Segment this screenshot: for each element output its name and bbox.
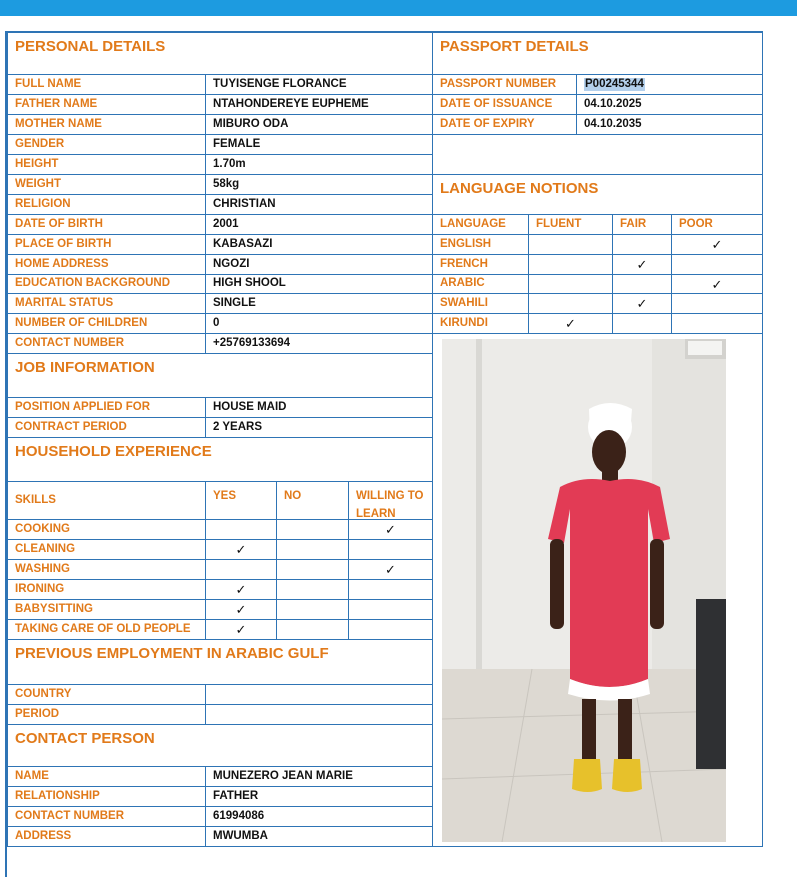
english-fluent [528,234,613,255]
date-of-expiry-label: DATE OF EXPIRY [432,114,577,135]
country-label: COUNTRY [7,684,206,705]
kirundi-poor [671,313,763,334]
relationship-label: RELATIONSHIP [7,786,206,807]
no-header: NO [276,481,349,520]
language-arabic: ARABIC [432,274,529,294]
skills-header: SKILLS [7,481,206,520]
babysitting-no [276,599,349,620]
date-of-expiry-value: 04.10.2035 [576,114,763,135]
old-people-no [276,619,349,640]
fluent-header: FLUENT [528,214,613,235]
place-of-birth-value: KABASAZI [205,234,433,255]
cleaning-no [276,539,349,560]
mother-name-label: MOTHER NAME [7,114,206,135]
personal-details-heading: PERSONAL DETAILS [7,32,433,75]
position-value: HOUSE MAID [205,397,433,418]
country-value [205,684,433,705]
contact-name-value: MUNEZERO JEAN MARIE [205,766,433,787]
contact-number-label: CONTACT NUMBER [7,333,206,354]
mother-name-value: MIBURO ODA [205,114,433,135]
marital-status-value: SINGLE [205,293,433,314]
passport-details-heading: PASSPORT DETAILS [432,32,763,75]
gender-value: FEMALE [205,134,433,155]
washing-willing: ✓ [348,559,433,580]
skill-washing: WASHING [7,559,206,580]
date-of-birth-label: DATE OF BIRTH [7,214,206,235]
place-of-birth-label: PLACE OF BIRTH [7,234,206,255]
arabic-poor: ✓ [671,274,763,294]
contact-address-label: ADDRESS [7,826,206,847]
top-accent-bar [0,0,797,16]
language-english: ENGLISH [432,234,529,255]
kirundi-fair [612,313,672,334]
position-label: POSITION APPLIED FOR [7,397,206,418]
children-value: 0 [205,313,433,334]
contract-period-label: CONTRACT PERIOD [7,417,206,438]
passport-spacer [432,134,763,175]
weight-value: 58kg [205,174,433,195]
skill-old-people-care: TAKING CARE OF OLD PEOPLE [7,619,206,640]
cleaning-yes: ✓ [205,539,277,560]
cooking-yes [205,519,277,540]
cleaning-willing [348,539,433,560]
contact-address-value: MWUMBA [205,826,433,847]
passport-number-value [576,74,763,95]
ironing-no [276,579,349,600]
yes-header: YES [205,481,277,520]
weight-label: WEIGHT [7,174,206,195]
fair-header: FAIR [612,214,672,235]
swahili-poor [671,293,763,314]
language-notions-heading: LANGUAGE NOTIONS [432,174,763,215]
language-header: LANGUAGE [432,214,529,235]
cooking-no [276,519,349,540]
arabic-fair [612,274,672,294]
candidate-photo [442,339,726,842]
date-of-issuance-label: DATE OF ISSUANCE [432,94,577,115]
full-name-label: FULL NAME [7,74,206,95]
skill-babysitting: BABYSITTING [7,599,206,620]
religion-label: RELIGION [7,194,206,215]
height-value: 1.70m [205,154,433,175]
home-address-value: NGOZI [205,254,433,275]
skill-cooking: COOKING [7,519,206,540]
french-poor [671,254,763,275]
contract-period-value: 2 YEARS [205,417,433,438]
english-poor: ✓ [671,234,763,255]
contact-number-value: +25769133694 [205,333,433,354]
height-label: HEIGHT [7,154,206,175]
job-information-heading: JOB INFORMATION [7,353,433,398]
kirundi-fluent: ✓ [528,313,613,334]
ironing-willing [348,579,433,600]
previous-employment-heading: PREVIOUS EMPLOYMENT IN ARABIC GULF [7,639,433,685]
french-fair: ✓ [612,254,672,275]
education-value: HIGH SHOOL [205,274,433,294]
passport-number-highlight: P00245344 [585,77,644,90]
old-people-yes: ✓ [205,619,277,640]
washing-yes [205,559,277,580]
language-kirundi: KIRUNDI [432,313,529,334]
language-french: FRENCH [432,254,529,275]
willing-to-learn-header: WILLING TO LEARN [348,481,433,520]
home-address-label: HOME ADDRESS [7,254,206,275]
father-name-value: NTAHONDEREYE EUPHEME [205,94,433,115]
skill-cleaning: CLEANING [7,539,206,560]
date-of-birth-value: 2001 [205,214,433,235]
religion-value: CHRISTIAN [205,194,433,215]
period-value [205,704,433,725]
children-label: NUMBER OF CHILDREN [7,313,206,334]
full-name-value: TUYISENGE FLORANCE [205,74,433,95]
language-swahili: SWAHILI [432,293,529,314]
household-experience-heading: HOUSEHOLD EXPERIENCE [7,437,433,482]
contact-person-heading: CONTACT PERSON [7,724,433,767]
gender-label: GENDER [7,134,206,155]
contact-name-label: NAME [7,766,206,787]
ironing-yes: ✓ [205,579,277,600]
babysitting-willing [348,599,433,620]
marital-status-label: MARITAL STATUS [7,293,206,314]
french-fluent [528,254,613,275]
skill-ironing: IRONING [7,579,206,600]
washing-no [276,559,349,580]
poor-header: POOR [671,214,763,235]
date-of-issuance-value: 04.10.2025 [576,94,763,115]
passport-number-label: PASSPORT NUMBER [432,74,577,95]
arabic-fluent [528,274,613,294]
contact-person-number-value: 61994086 [205,806,433,827]
period-label: PERIOD [7,704,206,725]
relationship-value: FATHER [205,786,433,807]
swahili-fluent [528,293,613,314]
swahili-fair: ✓ [612,293,672,314]
father-name-label: FATHER NAME [7,94,206,115]
cooking-willing: ✓ [348,519,433,540]
old-people-willing [348,619,433,640]
education-label: EDUCATION BACKGROUND [7,274,206,294]
babysitting-yes: ✓ [205,599,277,620]
contact-person-number-label: CONTACT NUMBER [7,806,206,827]
english-fair [612,234,672,255]
